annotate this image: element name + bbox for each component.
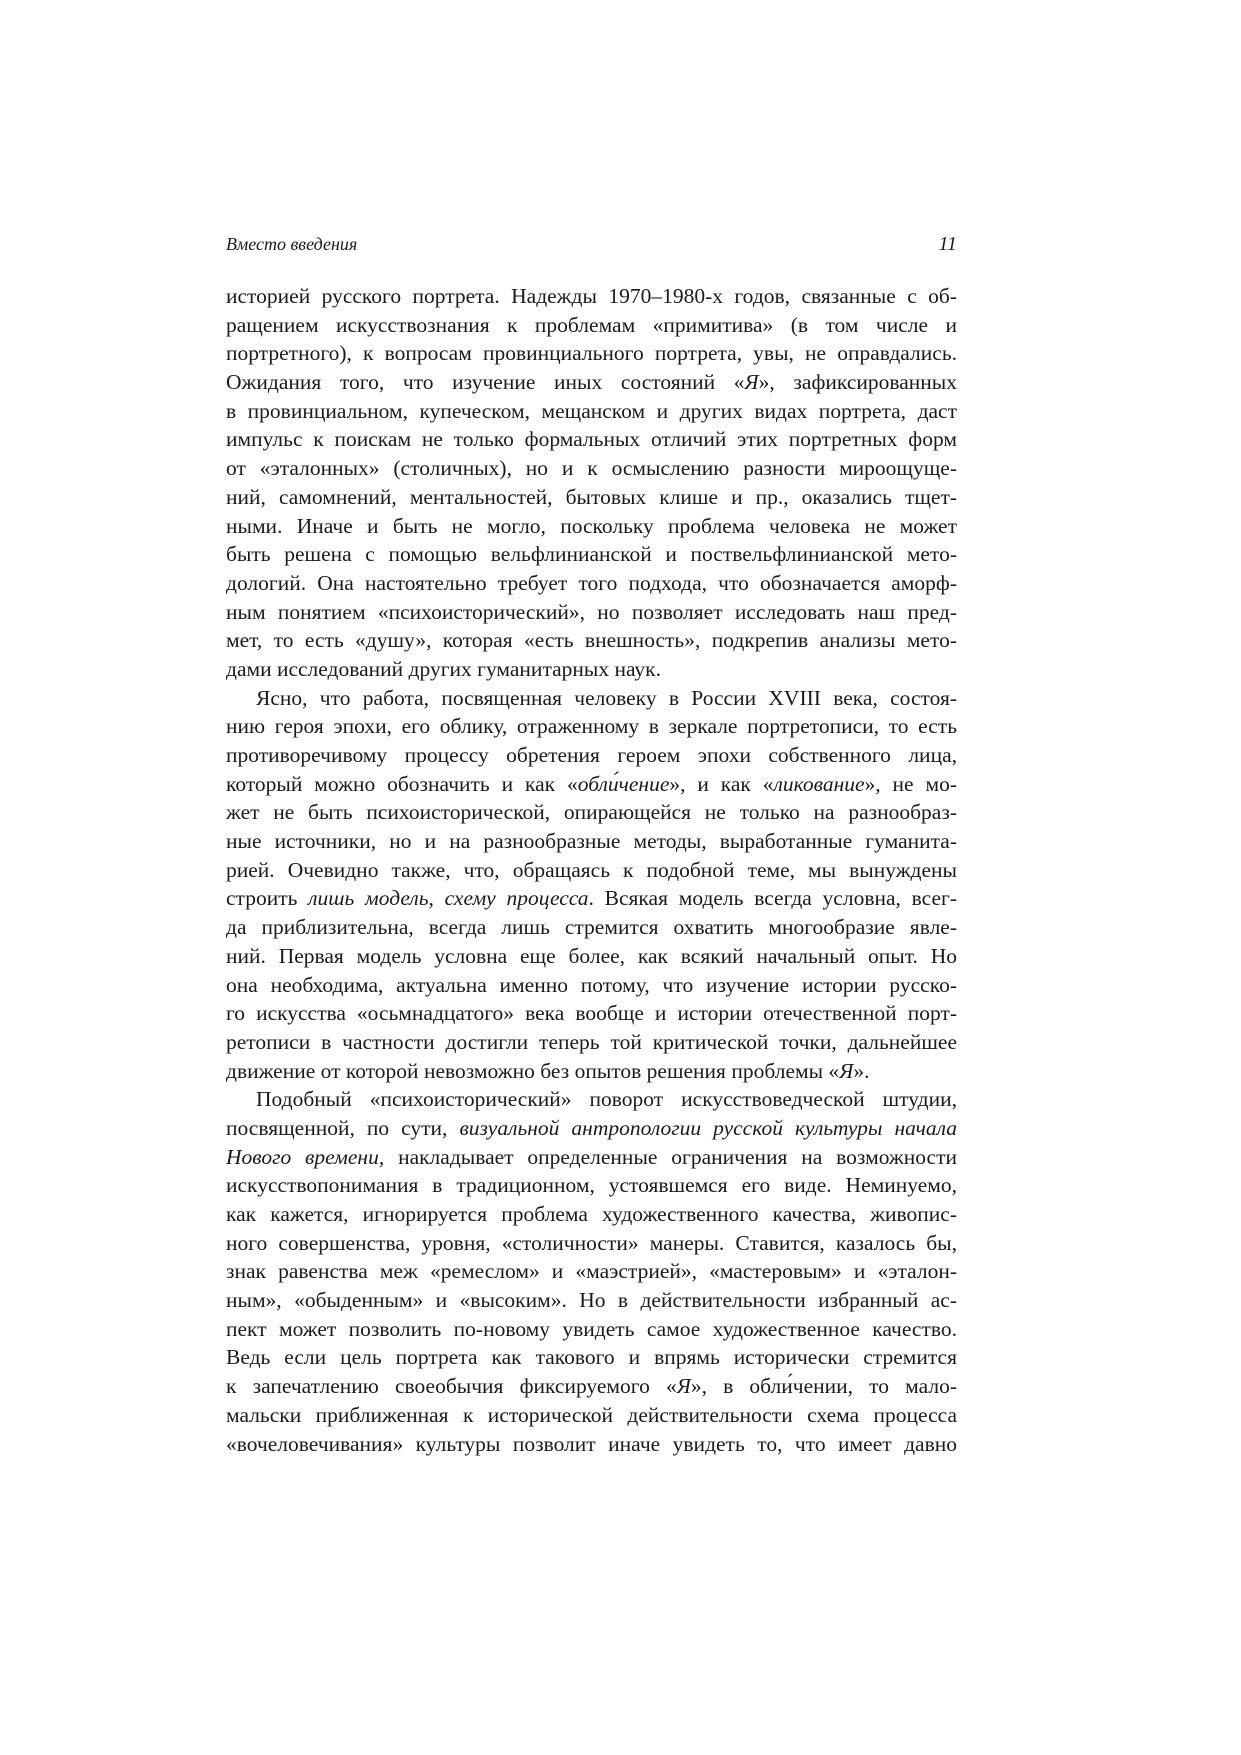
text-span: Подобный «психоисторический» поворот искусствоведческой штудии, xyxy=(256,1087,957,1112)
text-span: ретописи в частности достигли теперь той критической точки, дальнейшее xyxy=(226,1029,957,1054)
text-line xyxy=(226,884,957,913)
text-line xyxy=(226,1085,957,1114)
text-line xyxy=(226,1315,957,1344)
text-line xyxy=(226,684,957,713)
text-line xyxy=(226,827,957,856)
italic-text: Нового времени, xyxy=(226,1144,385,1169)
italic-text: Я xyxy=(839,1058,854,1083)
text-span: », не мо- xyxy=(864,771,957,796)
italic-text: визуальной антропологии русской культуры начала xyxy=(459,1115,957,1140)
text-line xyxy=(226,1257,957,1286)
text-line xyxy=(226,1372,957,1401)
text-line xyxy=(226,1286,957,1315)
text-line xyxy=(226,655,957,684)
text-span: в провинциальном, купеческом, мещанском и других видах портрета, даст xyxy=(226,398,957,423)
text-span: она необходима, актуальна именно потому, что изучение истории русско- xyxy=(226,972,957,997)
text-span: к запечатлению своеобычия фиксируемого « xyxy=(226,1374,677,1399)
text-span: », в обли́чении, то мало- xyxy=(690,1374,957,1399)
text-line xyxy=(226,569,957,598)
text-span: строить xyxy=(226,886,309,911)
text-line xyxy=(226,1200,957,1229)
text-line xyxy=(226,339,957,368)
text-span: ний, самомнений, ментальностей, бытовых клише и пр., оказались тщет- xyxy=(226,484,957,509)
text-line xyxy=(226,741,957,770)
text-span: движение от которой невозможно без опытов решения проблемы « xyxy=(226,1058,840,1083)
text-span: нию героя эпохи, его облику, отраженному в зеркале портретописи, то есть xyxy=(226,714,957,739)
text-span: историей русского портрета. Надежды 1970–1980-х годов, связанные с об- xyxy=(226,284,957,308)
text-span: », и как « xyxy=(669,771,774,796)
text-line xyxy=(226,770,957,799)
text-span: который можно обозначить и как « xyxy=(226,771,578,796)
text-span: быть решена с помощью вельфлинианской и поствельфлинианской мето- xyxy=(226,542,957,567)
text-line xyxy=(226,512,957,541)
text-line xyxy=(226,913,957,942)
text-line xyxy=(226,1114,957,1143)
text-line xyxy=(226,425,957,454)
text-span: рией. Очевидно также, что, обращаясь к подобной теме, мы вынуждены xyxy=(226,857,957,882)
text-line xyxy=(226,368,957,397)
text-span: мет, то есть «душу», которая «есть внешность», подкрепив анализы мето- xyxy=(226,628,957,653)
text-span: накладывает определенные ограничения на возможности xyxy=(384,1144,957,1169)
text-line xyxy=(226,1430,957,1459)
italic-text: ликование xyxy=(773,771,865,796)
text-span: жет не быть психоисторической, опирающейся не только на разнообраз- xyxy=(226,800,957,825)
text-line xyxy=(226,999,957,1028)
text-span: от «эталонных» (столичных), но и к осмыслению разности мироощуще- xyxy=(226,456,957,481)
running-head xyxy=(226,232,957,256)
text-line xyxy=(226,1343,957,1372)
text-line xyxy=(226,1143,957,1172)
text-span: . Всякая модель всегда условна, всег- xyxy=(588,886,957,911)
text-span: как кажется, игнорируется проблема художественного качества, живопис- xyxy=(226,1202,957,1226)
text-span: Ожидания того, что изучение иных состояний « xyxy=(226,370,745,395)
text-span: ». xyxy=(853,1058,870,1083)
text-span: импульс к поискам не только формальных отличий этих портретных форм xyxy=(226,427,957,452)
text-line xyxy=(226,942,957,971)
text-span: посвященной, по сути, xyxy=(226,1115,460,1140)
text-span: знак равенства меж «ремеслом» и «маэстрией», «мастеровым» и «эталон- xyxy=(226,1259,957,1284)
text-line xyxy=(226,540,957,569)
text-span: ными. Иначе и быть не могло, поскольку проблема человека не может xyxy=(226,513,957,538)
text-line xyxy=(226,1229,957,1258)
text-span: ращением искусствознания к проблемам «примитива» (в том числе и xyxy=(226,312,957,337)
text-line xyxy=(226,397,957,426)
text-span: пект может позволить по-новому увидеть самое художественное качество. xyxy=(226,1316,957,1341)
text-line xyxy=(226,971,957,1000)
text-span: го искусства «осьмнадцатого» века вообще и истории отечественной порт- xyxy=(226,1001,957,1026)
text-span: ные источники, но и на разнообразные методы, выработанные гуманита- xyxy=(226,829,957,854)
text-line xyxy=(226,311,957,340)
text-span: Ясно, что работа, посвященная человеку в России XVIII века, состоя- xyxy=(256,685,957,710)
text-span: », зафиксированных xyxy=(758,370,957,395)
text-span: дами исследований других гуманитарных наук. xyxy=(226,656,661,681)
running-title: Вместо введения xyxy=(226,234,358,254)
text-line xyxy=(226,712,957,741)
text-span: «вочеловечивания» культуры позволит иначе увидеть то, что имеет давно xyxy=(226,1431,957,1456)
text-line xyxy=(226,454,957,483)
text-span: дологий. Она настоятельно требует того подхода, что обозначается аморф- xyxy=(226,570,957,595)
text-span: ным понятием «психоисторический», но позволяет исследовать наш пред- xyxy=(226,599,957,624)
text-span: ным», «обыденным» и «высоким». Но в действительности избранный ас- xyxy=(226,1288,957,1313)
text-line xyxy=(226,1028,957,1057)
text-span: ний. Первая модель условна еще более, как всякий начальный опыт. Но xyxy=(226,943,957,968)
text-span: Ведь если цель портрета как такового и впрямь исторически стремится xyxy=(226,1345,957,1370)
text-line xyxy=(226,1171,957,1200)
text-line xyxy=(226,483,957,512)
text-span: портретного), к вопросам провинциального портрета, увы, не оправдались. xyxy=(226,341,957,366)
text-line xyxy=(226,1057,957,1086)
text-line xyxy=(226,856,957,885)
italic-text: Я xyxy=(676,1374,691,1399)
text-line xyxy=(226,626,957,655)
text-span: противоречивому процессу обретения героем эпохи собственного лица, xyxy=(226,743,957,767)
italic-text: Я xyxy=(744,370,759,395)
page-number: 11 xyxy=(938,233,957,255)
text-line xyxy=(226,598,957,627)
body-text xyxy=(226,282,957,1458)
italic-text: обли́чение xyxy=(577,771,670,796)
text-span: ного совершенства, уровня, «столичности» манеры. Ставится, казалось бы, xyxy=(226,1230,957,1255)
italic-text: лишь модель, схему процесса xyxy=(308,886,589,911)
text-span: да приблизительна, всегда лишь стремится охватить многообразие явле- xyxy=(226,915,957,940)
text-line xyxy=(226,1401,957,1430)
text-span: искусствопонимания в традиционном, устоявшемся его виде. Неминуемо, xyxy=(226,1173,957,1198)
text-span: мальски приближенная к исторической действительности схема процесса xyxy=(226,1402,957,1427)
text-line xyxy=(226,798,957,827)
text-line xyxy=(226,282,957,311)
